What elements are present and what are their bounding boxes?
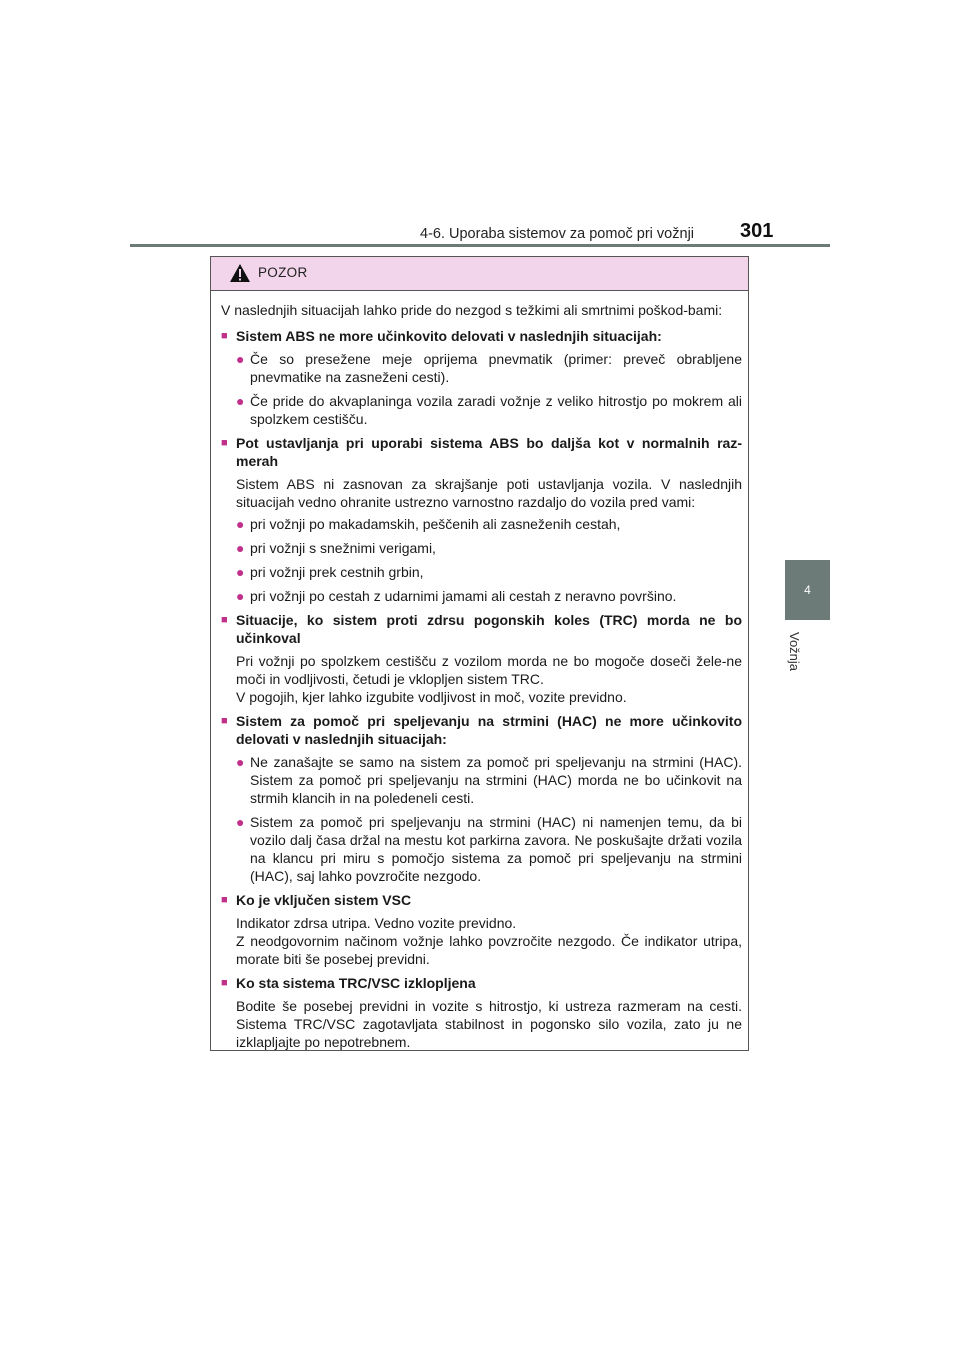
warning-section [221,434,742,605]
warning-body [211,291,748,1051]
warning-triangle-icon [229,263,251,283]
section-paragraph: V pogojih, kjer lahko izgubite vodljivost in moč, vozite previdno. [236,689,627,705]
section-paragraph: Bodite še posebej previdni in vozite s hitrostjo, ki ustreza razmeram na cesti. Sistema TRC/VSC zagotavljata stabilnost in pogonsko silo vozila, zato ju ne izklapljajte po nepotrebnem. [236,998,742,1050]
warning-box [210,256,749,1051]
square-bullet-icon: ■ [221,330,228,342]
square-bullet-icon: ■ [221,715,228,727]
round-bullet-icon: ● [236,564,245,580]
list-item: ● pri vožnji prek cestnih grbin, [236,564,424,580]
warning-intro: V naslednjih situacijah lahko pride do nezgod s težkimi ali smrtnimi poškod-bami: [221,302,723,318]
header-divider [130,244,830,247]
list-item: ● pri vožnji po makadamskih, peščenih ali zasneženih cestah, [236,516,621,532]
warning-header [211,257,748,291]
square-bullet-icon: ■ [221,437,228,449]
warning-section [221,327,742,428]
section-title: Ko sta sistema TRC/VSC izklopljena [236,975,476,991]
list-item: ● pri vožnji po cestah z udarnimi jamami ali cestah z neravno površino. [236,588,677,604]
chapter-tab: 4 [785,560,830,620]
section-paragraph: Indikator zdrsa utripa. Vedno vozite previdno. [236,915,517,931]
round-bullet-icon: ● [236,516,245,532]
section-title: Sistem ABS ne more učinkovito delovati v naslednjih situacijah: [236,328,662,344]
round-bullet-icon: ● [236,351,245,367]
square-bullet-icon: ■ [221,894,228,906]
list-item: ● Če pride do akvaplaninga vozila zaradi vožnje z veliko hitrostjo po mokrem ali spolzkem cestišču. [236,393,742,427]
warning-section [221,611,742,706]
warning-section [221,974,742,1051]
list-item: ● pri vožnji s snežnimi verigami, [236,540,436,556]
section-title: Pot ustavljanja pri uporabi sistema ABS bo daljša kot v normalnih raz-merah [236,435,742,469]
round-bullet-icon: ● [236,393,245,409]
section-title: Sistem za pomoč pri speljevanju na strmini (HAC) ne more učinkovito delovati v naslednjih situacijah: [236,713,742,747]
section-title: Situacije, ko sistem proti zdrsu pogonskih koles (TRC) morda ne bo učinkoval [236,612,742,646]
section-paragraph: Pri vožnji po spolzkem cestišču z vozilom morda ne bo mogoče doseči žele-ne moči in vodljivosti, četudi je vklopljen sistem TRC. [236,653,742,687]
warning-section [221,891,742,968]
round-bullet-icon: ● [236,540,245,556]
page-number: 301 [740,220,774,242]
square-bullet-icon: ■ [221,614,228,626]
section-title: Ko je vključen sistem VSC [236,892,412,908]
list-item: ● Če so presežene meje oprijema pnevmatik (primer: preveč obrabljene pnevmatike na zasneženi cesti). [236,351,742,385]
list-item: ● Sistem za pomoč pri speljevanju na strmini (HAC) ni namenjen temu, da bi vozilo dalj časa držal na mestu kot parkirna zavora. Ne poskušajte držati vozila na klancu pri miru s pomočjo sistema za pomoč pri speljevanju na strmini (HAC), saj lahko povzročite nezgodo. [236,814,742,884]
round-bullet-icon: ● [236,588,245,604]
round-bullet-icon: ● [236,814,245,830]
list-item: ● Ne zanašajte se samo na sistem za pomoč pri speljevanju na strmini (HAC). Sistem za pomoč pri speljevanju na strmini (HAC) morda ne bo učinkovit na strmih klancih in na poledeneli cesti. [236,754,742,806]
section-paragraph: Sistem ABS ni zasnovan za skrajšanje poti ustavljanja vozila. V naslednjih situacijah vedno ohranite ustrezno varnostno razdaljo do vozila pred vami: [236,476,742,510]
warning-section [221,712,742,885]
section-paragraph: Z neodgovornim načinom vožnje lahko povzročite nezgodo. Če indikator utripa, morate biti še posebej previdni. [236,933,742,967]
square-bullet-icon: ■ [221,977,228,989]
section-header-title: 4-6. Uporaba sistemov za pomoč pri vožnji [420,226,695,242]
warning-title: POZOR [258,265,308,280]
round-bullet-icon: ● [236,754,245,770]
chapter-tab-label: Vožnja [787,632,802,672]
